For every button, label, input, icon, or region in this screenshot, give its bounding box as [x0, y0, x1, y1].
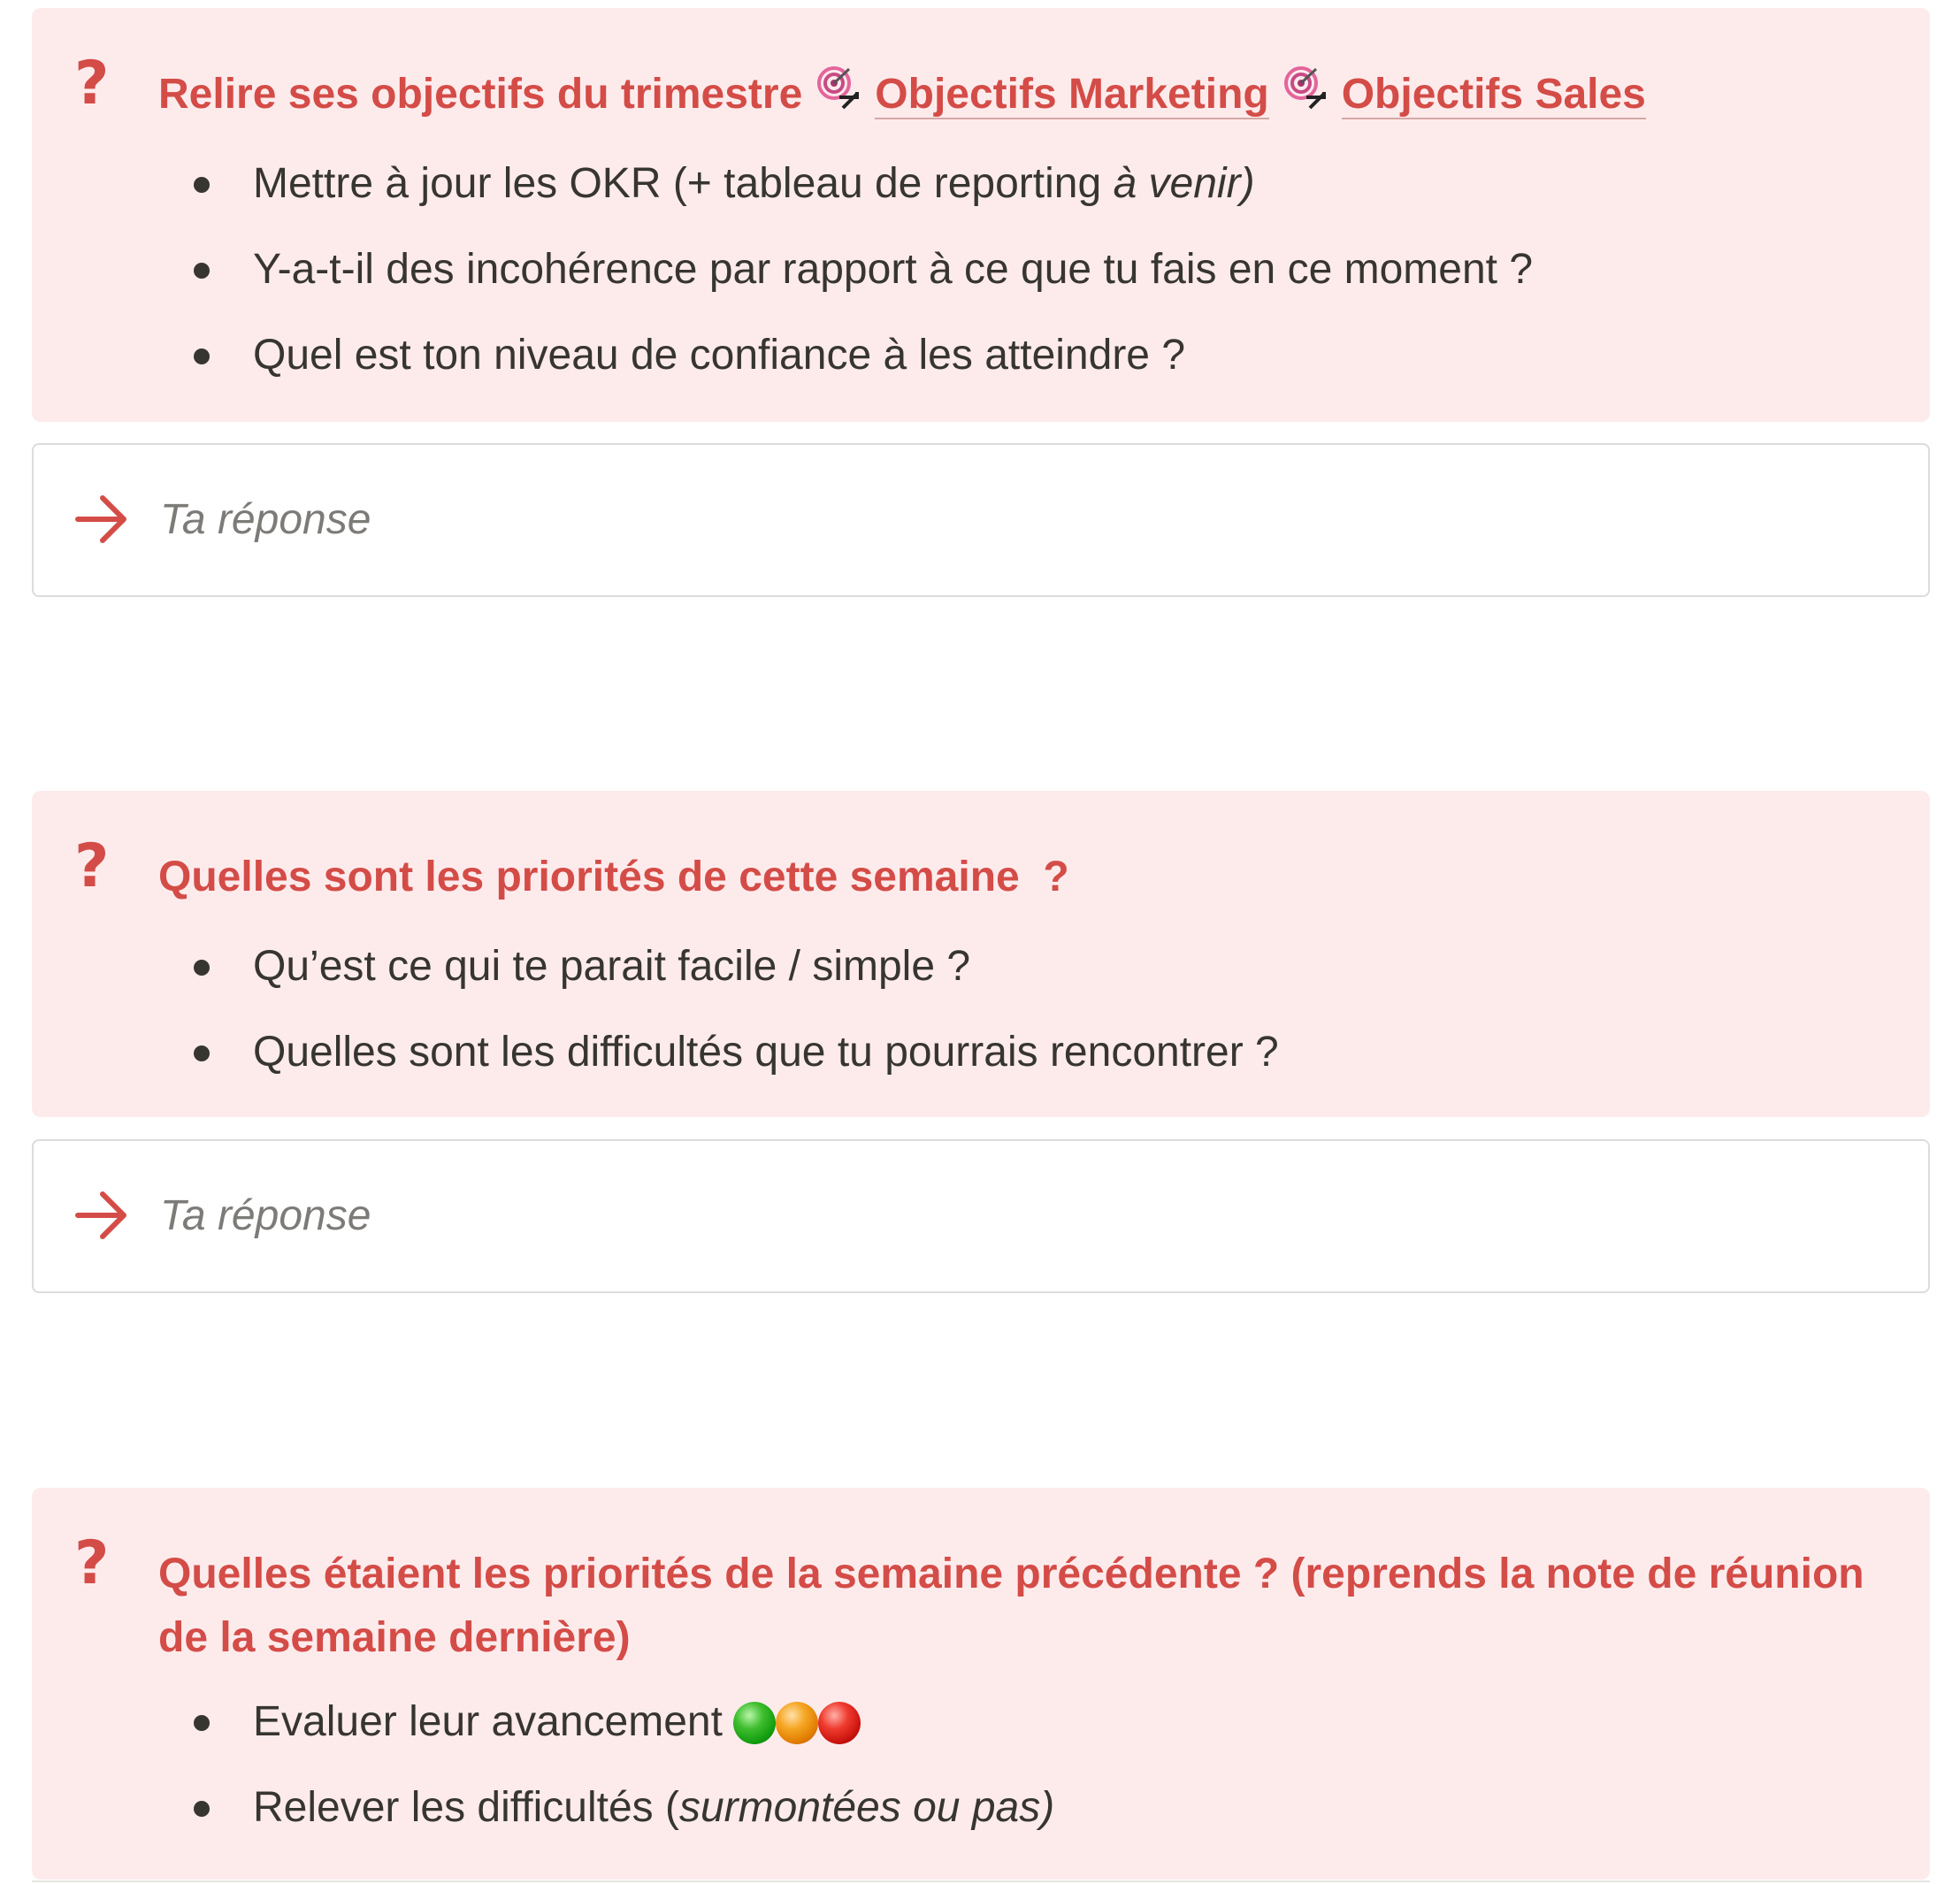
list-item-text: Mettre à jour les OKR (+ tableau de reporting [253, 160, 1114, 207]
list-item-italic: à venir) [1113, 160, 1255, 207]
green-circle-icon [733, 1702, 776, 1744]
target-link-icon [816, 65, 862, 111]
bullet-dot [194, 1801, 210, 1817]
bullet-list [253, 158, 1877, 416]
bullet-dot [194, 263, 210, 279]
list-item [253, 330, 1877, 416]
status-dots [733, 1702, 861, 1757]
bullet-list [253, 941, 1877, 1113]
bullet-dot [194, 1715, 210, 1731]
list-item-text: Qu’est ce qui te parait facile / simple ? [253, 943, 971, 990]
list-item [253, 1027, 1877, 1113]
list-item [253, 244, 1877, 330]
answer-placeholder: Ta réponse [160, 1192, 371, 1239]
answer-field[interactable] [32, 443, 1930, 597]
bullet-dot [194, 177, 210, 193]
list-item [253, 1782, 1877, 1868]
list-item [253, 1696, 1877, 1782]
list-item [253, 941, 1877, 1027]
list-item-text: Evaluer leur avancement [253, 1698, 723, 1745]
callout-title: Quelles sont les priorités de cette semaine ? [158, 854, 1069, 900]
question-mark-icon: ? [74, 49, 110, 119]
bullet-dot [194, 960, 210, 976]
callout-quarter-objectives [32, 8, 1930, 422]
answer-field-top-edge [32, 1880, 1930, 1882]
red-circle-icon [818, 1702, 861, 1744]
answer-placeholder: Ta réponse [160, 496, 371, 543]
question-mark-icon: ? [74, 1528, 110, 1598]
link-objectifs-sales[interactable]: Objectifs Sales [1341, 71, 1646, 118]
list-item-text: Quel est ton niveau de confiance à les atteindre ? [253, 332, 1186, 379]
callout-title [158, 63, 1877, 126]
question-mark-icon: ? [74, 831, 110, 901]
callout-previous-week-priorities [32, 1488, 1930, 1880]
bullet-dot [194, 1045, 210, 1061]
answer-field[interactable] [32, 1139, 1930, 1293]
list-item [253, 158, 1877, 244]
arrow-right-icon [74, 1189, 129, 1242]
orange-circle-icon [776, 1702, 818, 1744]
list-item-text: Relever les difficultés ( [253, 1784, 679, 1831]
callout-week-priorities [32, 791, 1930, 1117]
arrow-right-icon [74, 493, 129, 546]
target-link-icon [1283, 65, 1329, 111]
bullet-list [253, 1696, 1877, 1868]
callout-title: Quelles étaient les priorités de la semaine précédente ? (reprends la note de réunion de la semaine dernière) [158, 1551, 1864, 1661]
bullet-dot [194, 348, 210, 364]
list-item-italic: surmontées ou pas) [678, 1784, 1055, 1831]
list-item-text: Y-a-t-il des incohérence par rapport à ce que tu fais en ce moment ? [253, 246, 1534, 293]
list-item-text: Quelles sont les difficultés que tu pourrais rencontrer ? [253, 1029, 1279, 1076]
callout-title-text: Relire ses objectifs du trimestre [158, 71, 803, 118]
link-objectifs-marketing[interactable]: Objectifs Marketing [875, 71, 1269, 118]
